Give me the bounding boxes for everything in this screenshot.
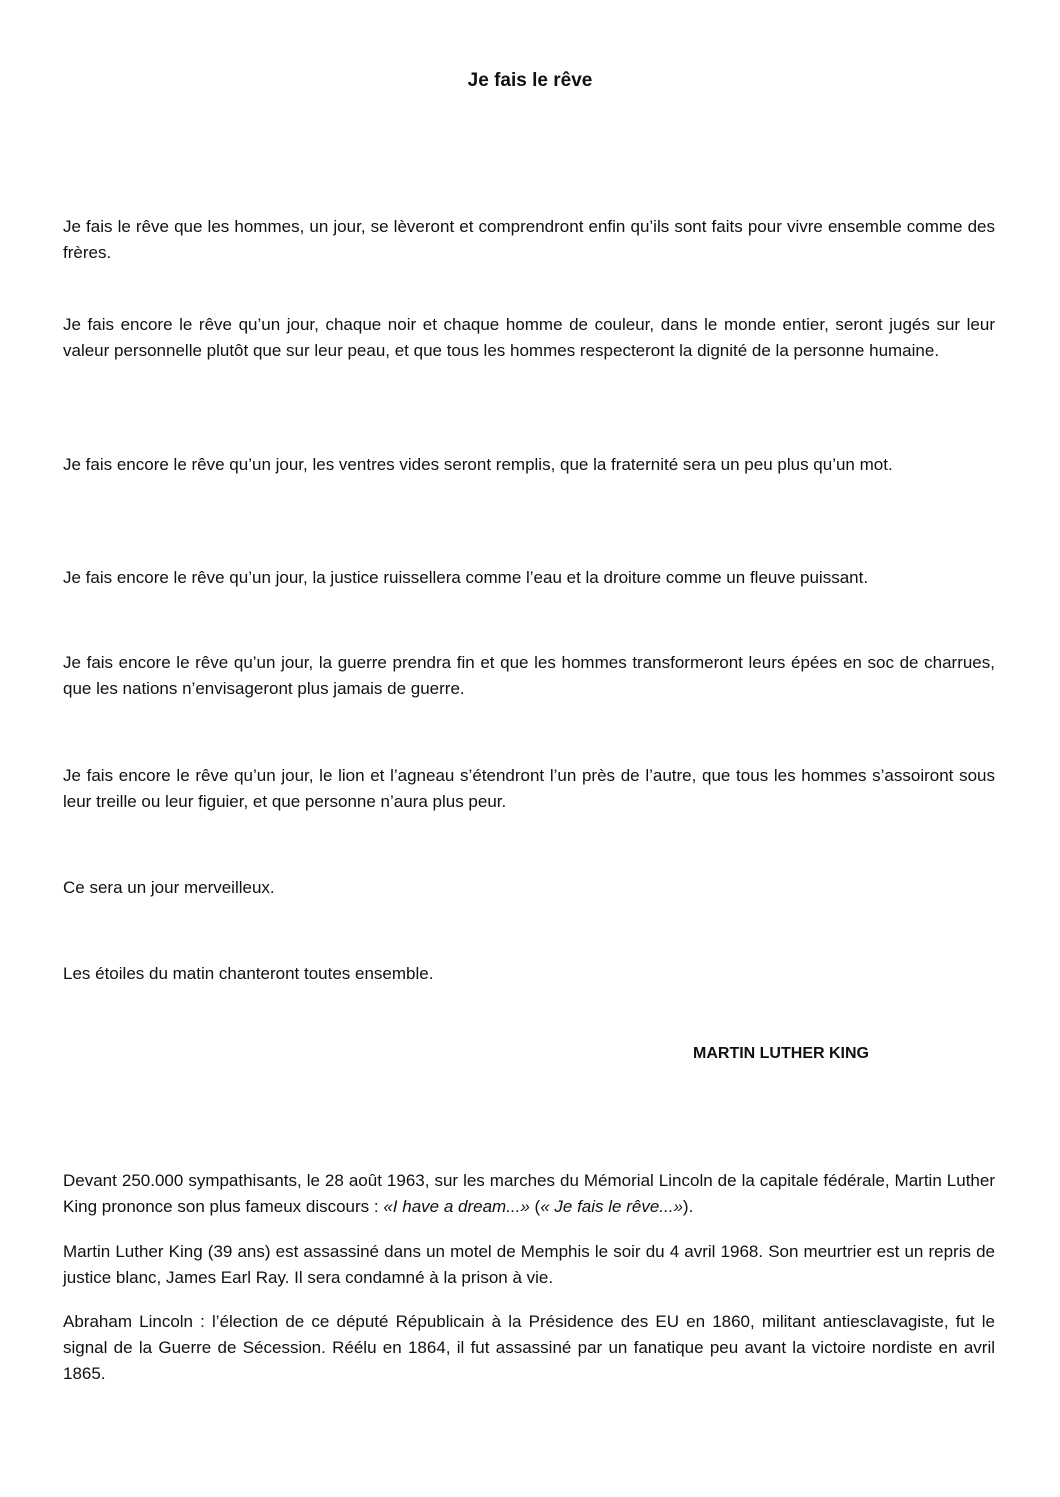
- note-speech-text-2: (: [529, 1197, 541, 1216]
- note-lincoln: Abraham Lincoln : l’élection de ce député Républicain à la Présidence des EU en 1860, militant antiesclavagiste, fut le signal de la Guerre de Sécession. Réélu en 1864, il fut assassiné par un fanatique peu avant la victoire nordiste en avril 1865.: [63, 1312, 995, 1383]
- poem-stanza-7: Ce sera un jour merveilleux.: [63, 878, 275, 897]
- poem-stanza-2: Je fais encore le rêve qu’un jour, chaque noir et chaque homme de couleur, dans le monde entier, seront jugés sur leur valeur personnelle plutôt que sur leur peau, et que tous les hommes respecteront la dignité de la personne humaine.: [63, 315, 995, 360]
- poem-stanza-5: Je fais encore le rêve qu’un jour, la guerre prendra fin et que les hommes transformeront leurs épées en soc de charrues, que les nations n’envisageront plus jamais de guerre.: [63, 653, 995, 698]
- poem-stanza-4: Je fais encore le rêve qu’un jour, la justice ruissellera comme l’eau et la droiture comme un fleuve puissant.: [63, 568, 869, 587]
- note-speech-text-1: Devant 250.000 sympathisants, le 28 août 1963, sur les marches du Mémorial Lincoln de la capitale fédérale, Martin Luther King prononce son plus fameux discours :: [63, 1171, 995, 1216]
- page-title: Je fais le rêve: [467, 70, 593, 91]
- author-signature: MARTIN LUTHER KING: [693, 1045, 869, 1062]
- note-speech-text-3: ).: [682, 1197, 694, 1216]
- poem-stanza-6: Je fais encore le rêve qu’un jour, le lion et l’agneau s’étendront l’un près de l’autre, que tous les hommes s’assoiront sous leur treille ou leur figuier, et que personne n’aura plus peur.: [63, 766, 995, 811]
- note-speech-quote-fr: « Je fais le rêve...»: [540, 1197, 683, 1216]
- note-speech-quote-en: «I have a dream...»: [383, 1197, 530, 1216]
- poem-stanza-8: Les étoiles du matin chanteront toutes ensemble.: [63, 964, 434, 983]
- note-assassination: Martin Luther King (39 ans) est assassiné dans un motel de Memphis le soir du 4 avril 1968. Son meurtrier est un repris de justice blanc, James Earl Ray. Il sera condamné à la prison à vie.: [63, 1242, 995, 1287]
- note-speech: [63, 1168, 995, 1220]
- poem-stanza-1: Je fais le rêve que les hommes, un jour, se lèveront et comprendront enfin qu’ils sont faits pour vivre ensemble comme des frères.: [63, 217, 995, 262]
- poem-stanza-3: Je fais encore le rêve qu’un jour, les ventres vides seront remplis, que la fraternité sera un peu plus qu’un mot.: [63, 455, 893, 474]
